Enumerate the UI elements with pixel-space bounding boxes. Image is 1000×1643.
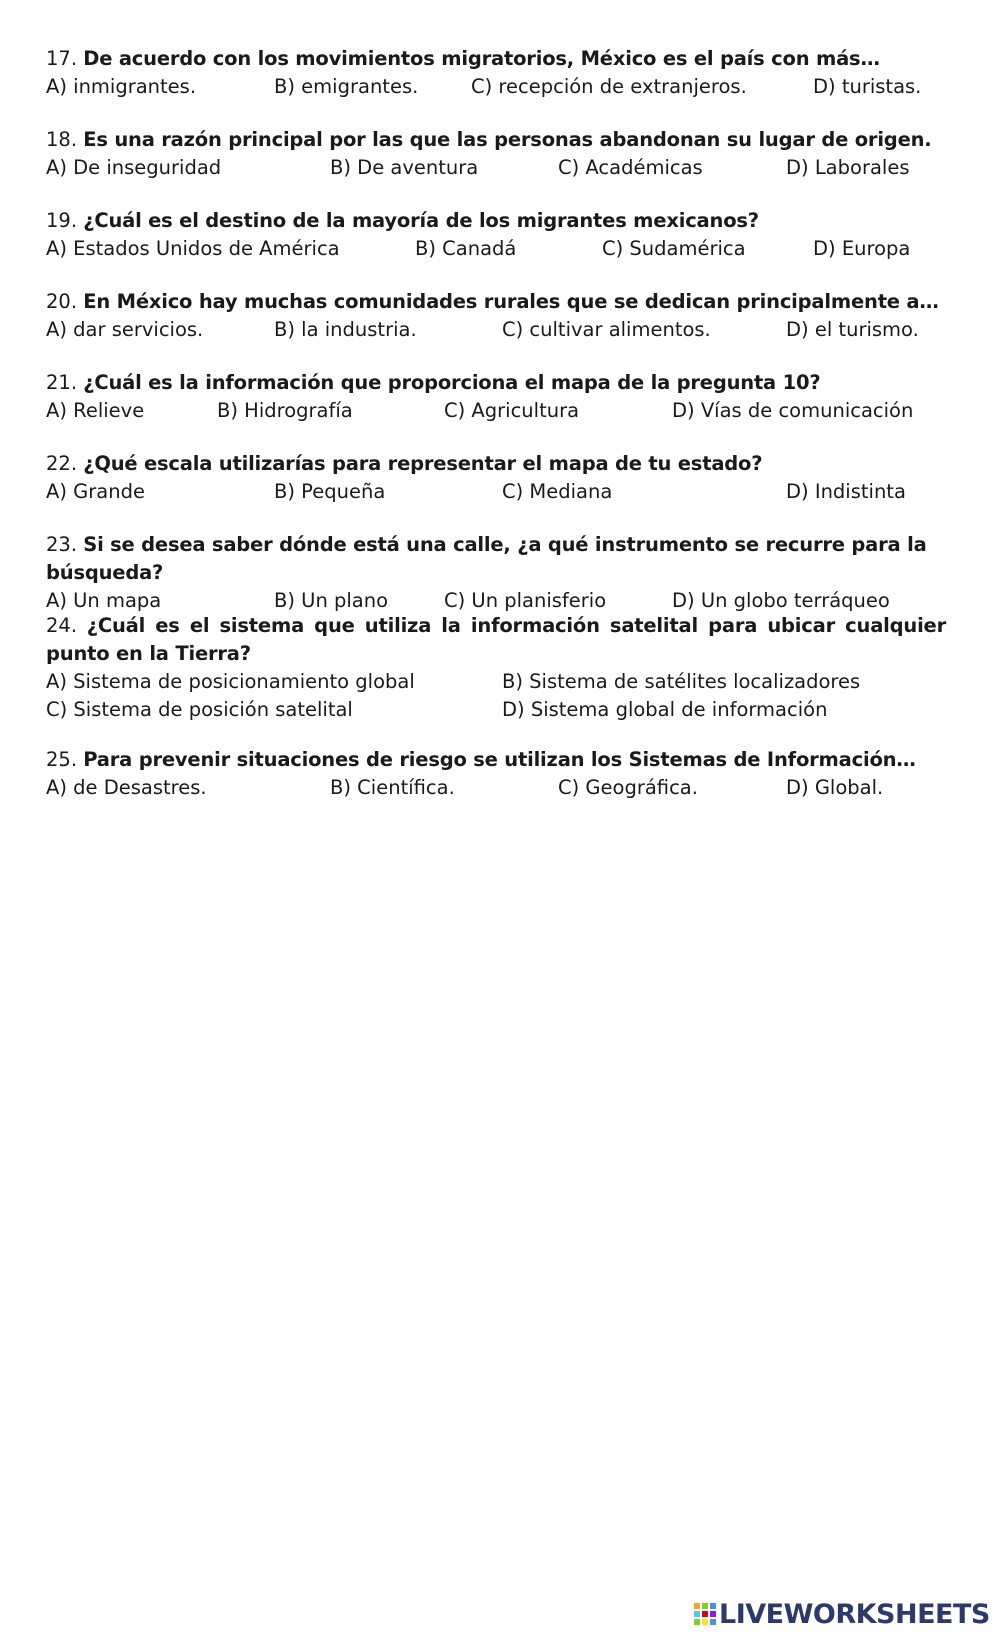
question-text: ¿Cuál es la información que proporciona el mapa de la pregunta 10?	[83, 371, 821, 394]
option-a[interactable]: A) Sistema de posicionamiento global	[46, 670, 415, 693]
option-d[interactable]: D) Indistinta	[786, 480, 906, 503]
option-a[interactable]: A) inmigrantes.	[46, 75, 197, 98]
brand-name: LIVEWORKSHEETS	[719, 1599, 990, 1630]
option-c[interactable]: C) cultivar alimentos.	[502, 318, 711, 341]
option-d[interactable]: D) Vías de comunicación	[672, 399, 914, 422]
liveworksheets-logo-icon	[693, 1602, 717, 1626]
option-d[interactable]: D) turistas.	[813, 75, 922, 98]
option-a[interactable]: A) Un mapa	[46, 589, 162, 612]
question-18	[46, 126, 946, 182]
option-d[interactable]: D) Global.	[786, 776, 884, 799]
option-d[interactable]: D) Un globo terráqueo	[672, 589, 890, 612]
question-number: 25.	[46, 748, 78, 771]
option-b[interactable]: B) emigrantes.	[274, 75, 419, 98]
option-b[interactable]: B) la industria.	[274, 318, 417, 341]
question-number: 23.	[46, 533, 78, 556]
option-c[interactable]: C) Académicas	[558, 156, 703, 179]
option-a[interactable]: A) de Desastres.	[46, 776, 207, 799]
option-a[interactable]: A) Estados Unidos de América	[46, 237, 340, 260]
option-d[interactable]: D) Europa	[813, 237, 911, 260]
option-c[interactable]: C) Sistema de posición satelital	[46, 698, 353, 721]
option-a[interactable]: A) Relieve	[46, 399, 145, 422]
question-text: ¿Qué escala utilizarías para representar el mapa de tu estado?	[83, 452, 763, 475]
question-text: De acuerdo con los movimientos migratorios, México es el país con más…	[83, 47, 880, 70]
question-21	[46, 369, 946, 425]
option-c[interactable]: C) recepción de extranjeros.	[471, 75, 747, 98]
option-a[interactable]: A) dar servicios.	[46, 318, 204, 341]
option-b[interactable]: B) De aventura	[330, 156, 479, 179]
option-b[interactable]: B) Hidrografía	[217, 399, 353, 422]
question-17	[46, 45, 946, 101]
footer-brand[interactable]	[693, 1598, 993, 1632]
option-d[interactable]: D) el turismo.	[786, 318, 919, 341]
question-text: En México hay muchas comunidades rurales que se dedican principalmente a…	[83, 290, 939, 313]
option-b[interactable]: B) Sistema de satélites localizadores	[502, 670, 861, 693]
question-24	[46, 612, 946, 724]
question-number: 24.	[46, 614, 78, 637]
question-text: ¿Cuál es el destino de la mayoría de los migrantes mexicanos?	[83, 209, 759, 232]
question-23	[46, 531, 946, 615]
question-25	[46, 746, 946, 802]
question-number: 19.	[46, 209, 78, 232]
option-b[interactable]: B) Pequeña	[274, 480, 386, 503]
option-c[interactable]: C) Agricultura	[444, 399, 580, 422]
option-c[interactable]: C) Un planisferio	[444, 589, 607, 612]
option-a[interactable]: A) Grande	[46, 480, 145, 503]
question-22	[46, 450, 946, 506]
question-number: 18.	[46, 128, 78, 151]
question-text: Para prevenir situaciones de riesgo se utilizan los Sistemas de Información…	[83, 748, 916, 771]
question-text: Es una razón principal por las que las personas abandonan su lugar de origen.	[83, 128, 932, 151]
question-number: 20.	[46, 290, 78, 313]
question-19	[46, 207, 946, 263]
option-c[interactable]: C) Sudamérica	[602, 237, 746, 260]
question-20	[46, 288, 946, 344]
option-b[interactable]: B) Canadá	[415, 237, 517, 260]
option-d[interactable]: D) Laborales	[786, 156, 910, 179]
option-c[interactable]: C) Mediana	[502, 480, 613, 503]
question-number: 21.	[46, 371, 78, 394]
question-number: 22.	[46, 452, 78, 475]
question-number: 17.	[46, 47, 78, 70]
question-text: ¿Cuál es el sistema que utiliza la información satelital para ubicar cualquier punto en la Tierra?	[46, 614, 946, 665]
option-a[interactable]: A) De inseguridad	[46, 156, 222, 179]
option-d[interactable]: D) Sistema global de información	[502, 698, 828, 721]
option-c[interactable]: C) Geográfica.	[558, 776, 698, 799]
option-b[interactable]: B) Un plano	[274, 589, 389, 612]
option-b[interactable]: B) Científica.	[330, 776, 455, 799]
question-text: Si se desea saber dónde está una calle, ¿a qué instrumento se recurre para la búsqueda?	[46, 533, 927, 584]
